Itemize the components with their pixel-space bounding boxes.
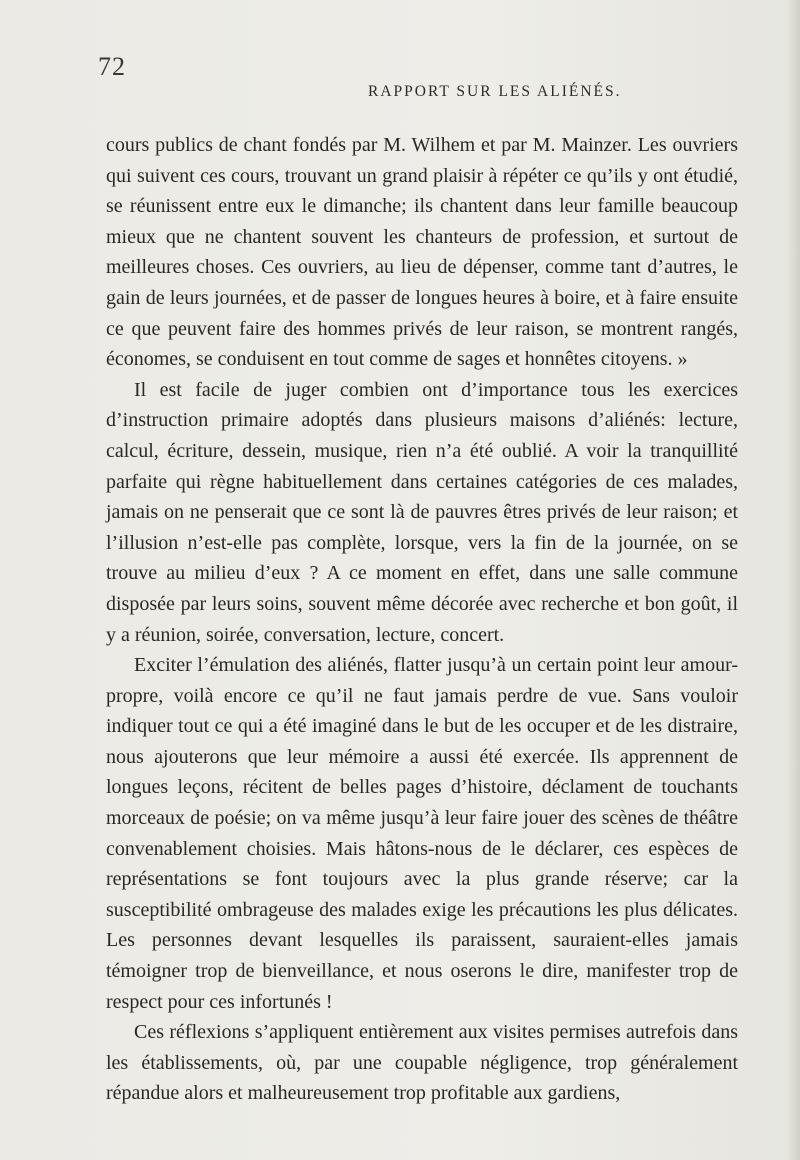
paragraph-continued: cours publics de chant fondés par M. Wilhem et par M. Mainzer. Les ouvriers qui suivent ces cours, trouvant un grand plaisir à répéter ce qu’ils y ont étudié, se réunissent entre eux le dimanche; ils chantent dans leur famille beaucoup mieux que ne chantent souvent les chanteurs de profession, et surtout de meilleures choses. Ces ouvriers, au lieu de dépenser, comme tant d’autres, le gain de leurs journées, et de passer de longues heures à boire, et à faire ensuite ce que peuvent faire des hommes privés de leur raison, se montrent rangés, économes, se conduisent en tout comme de sages et honnêtes citoyens. » (106, 134, 738, 371)
page-edge-shadow (786, 0, 800, 1160)
body-text (106, 130, 738, 1109)
paragraph-instruction: Il est facile de juger combien ont d’importance tous les exercices d’instruction primaire adoptés dans plusieurs maisons d’aliénés: lecture, calcul, écriture, dessein, musique, rien n’a été oublié. A voir la tranquillité parfaite qui règne habituellement dans certaines catégories de ces malades, jamais on ne penserait que ce sont là de pauvres êtres privés de leur raison; et l’illusion n’est-elle pas complète, lorsque, vers la fin de la journée, on se trouve au milieu d’eux ? A ce moment en effet, dans une salle commune disposée par leurs soins, souvent même décorée avec recherche et bon goût, il y a réunion, soirée, conversation, lecture, concert. (106, 378, 738, 646)
page-number: 72 (98, 52, 126, 81)
paragraph-emulation: Exciter l’émulation des aliénés, flatter jusqu’à un certain point leur amour-propre, voilà encore ce qu’il ne faut jamais perdre de vue. Sans vouloir indiquer tout ce qui a été imaginé dans le but de les occuper et de les distraire, nous ajouterons que leur mémoire a aussi été exercée. Ils apprennent de longues leçons, récitent de belles pages d’histoire, déclament de touchants morceaux de poésie; on va même jusqu’à leur faire jouer des scènes de théâtre convenablement choisies. Mais hâtons-nous de le déclarer, ces espèces de représentations se font toujours avec la plus grande réserve; car la susceptibilité ombrageuse des malades exige les précautions les plus délicates. Les personnes devant lesquelles ils paraissent, sauraient-elles jamais témoigner trop de bienveillance, et nous oserons le dire, manifester trop de respect pour ces infortunés ! (106, 654, 738, 1013)
page-header (98, 52, 758, 100)
paragraph-visits: Ces réflexions s’appliquent entièrement aux visites permises autrefois dans les établissements, où, par une coupable négligence, trop généralement répandue alors et malheureusement trop profitable aux gardiens, (106, 1021, 738, 1105)
running-title: RAPPORT SUR LES ALIÉNÉS. (368, 83, 622, 100)
